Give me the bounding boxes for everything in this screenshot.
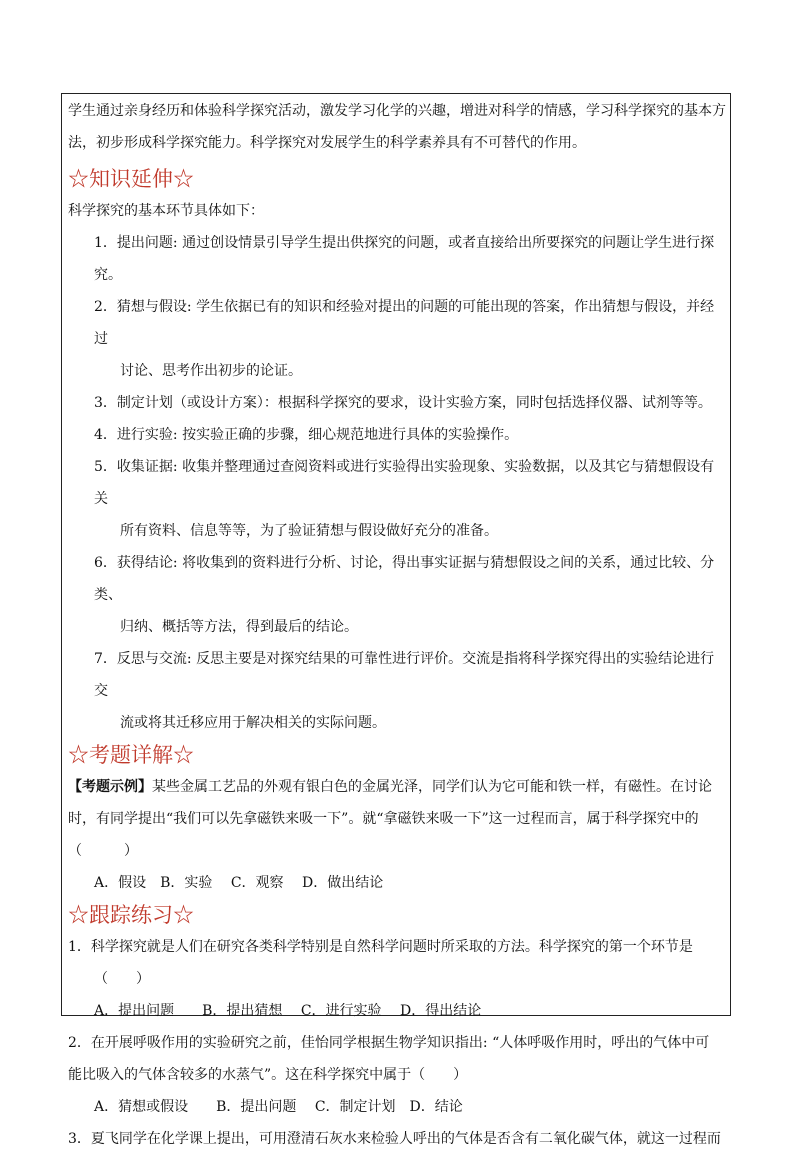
content-frame bbox=[61, 93, 731, 1147]
list-item-continuation bbox=[68, 611, 724, 643]
step-3-line-1: 3．制定计划（或设计方案）：根据科学探究的要求，设计实验方案，同时包括选择仪器、试剂等等。 bbox=[94, 395, 712, 411]
list-item bbox=[68, 643, 724, 707]
knowledge-extension-heading: ☆知识延伸☆ bbox=[68, 167, 194, 191]
step-2-line-2: 讨论、思考作出初步的论证。 bbox=[120, 363, 302, 379]
list-item bbox=[68, 547, 724, 611]
step-1-line-1: 1．提出问题: 通过创设情景引导学生提出供探究的问题，或者直接给出所要探究的问题让学生进行探究。 bbox=[94, 235, 715, 283]
q2-line-1: 2．在开展呼吸作用的实验研究之前，佳怡同学根据生物学知识指出: “人体呼吸作用时，呼出的气体中可 bbox=[68, 1035, 710, 1051]
example-question-line-2: 时，有同学提出“我们可以先拿磁铁来吸一下”。就“拿磁铁来吸一下”这一过程而言，属于科学探究中的 bbox=[68, 811, 699, 827]
step-6-line-2: 归纳、概括等方法，得到最后的结论。 bbox=[120, 619, 358, 635]
example-question-line-1 bbox=[68, 771, 724, 803]
q2-line-2: 能比吸入的气体含较多的水蒸气”。这在科学探究中属于（ ） bbox=[68, 1067, 468, 1083]
step-7-line-2: 流或将其迁移应用于解决相关的实际问题。 bbox=[120, 715, 386, 731]
list-item-continuation bbox=[68, 515, 724, 547]
q1-answer-paren: （ ） bbox=[94, 971, 150, 987]
q1-options: A．提出问题 B．提出猜想 C．进行实验 D．得出结论 bbox=[94, 1003, 482, 1019]
q3-line-1: 3．夏飞同学在化学课上提出，可用澄清石灰水来检验人呼出的气体是否含有二氧化碳气体，就这一过程而 bbox=[68, 1131, 721, 1147]
exam-explanation-heading: ☆考题详解☆ bbox=[68, 743, 194, 767]
step-2-line-1: 2．猜想与假设: 学生依据已有的知识和经验对提出的问题的可能出现的答案，作出猜想与假设，并经过 bbox=[94, 299, 715, 347]
intro-line-2: 法，初步形成科学探究能力。科学探究对发展学生的科学素养具有不可替代的作用。 bbox=[68, 135, 586, 151]
list-item bbox=[68, 227, 724, 291]
list-item bbox=[68, 291, 724, 355]
step-4-line-1: 4．进行实验: 按实验正确的步骤，细心规范地进行具体的实验操作。 bbox=[94, 427, 519, 443]
steps-list bbox=[68, 227, 724, 739]
practice-heading: ☆跟踪练习☆ bbox=[68, 903, 194, 927]
q2-options: A．猜想或假设 B．提出问题 C．制定计划 D．结论 bbox=[94, 1099, 463, 1115]
q1-line-1: 1．科学探究就是人们在研究各类科学特别是自然科学问题时所采取的方法。科学探究的第一个环节是 bbox=[68, 939, 693, 955]
list-item bbox=[68, 451, 724, 515]
list-item bbox=[68, 387, 724, 419]
step-6-line-1: 6．获得结论: 将收集到的资料进行分析、讨论，得出事实证据与猜想假设之间的关系，通过比较、分类、 bbox=[94, 555, 715, 603]
example-question-text-1: 某些金属工艺品的外观有银白色的金属光泽，同学们认为它可能和铁一样，有磁性。在讨论 bbox=[152, 779, 712, 795]
example-answer-paren: （ ） bbox=[68, 843, 138, 859]
step-5-line-2: 所有资料、信息等等，为了验证猜想与假设做好充分的准备。 bbox=[120, 523, 498, 539]
step-5-line-1: 5．收集证据: 收集并整理通过查阅资料或进行实验得出实验现象、实验数据，以及其它与猜想假设有关 bbox=[94, 459, 715, 507]
example-options: A．假设 B．实验 C．观察 D．做出结论 bbox=[94, 875, 384, 891]
steps-lead: 科学探究的基本环节具体如下： bbox=[68, 203, 264, 219]
list-item bbox=[68, 419, 724, 451]
example-tag: 【考题示例】 bbox=[68, 779, 152, 795]
list-item-continuation bbox=[68, 707, 724, 739]
intro-line-1: 学生通过亲身经历和体验科学探究活动，激发学习化学的兴趣，增进对科学的情感，学习科学探究的基本方 bbox=[68, 103, 726, 119]
step-7-line-1: 7．反思与交流: 反思主要是对探究结果的可靠性进行评价。交流是指将科学探究得出的实验结论进行交 bbox=[94, 651, 715, 699]
list-item-continuation bbox=[68, 355, 724, 387]
